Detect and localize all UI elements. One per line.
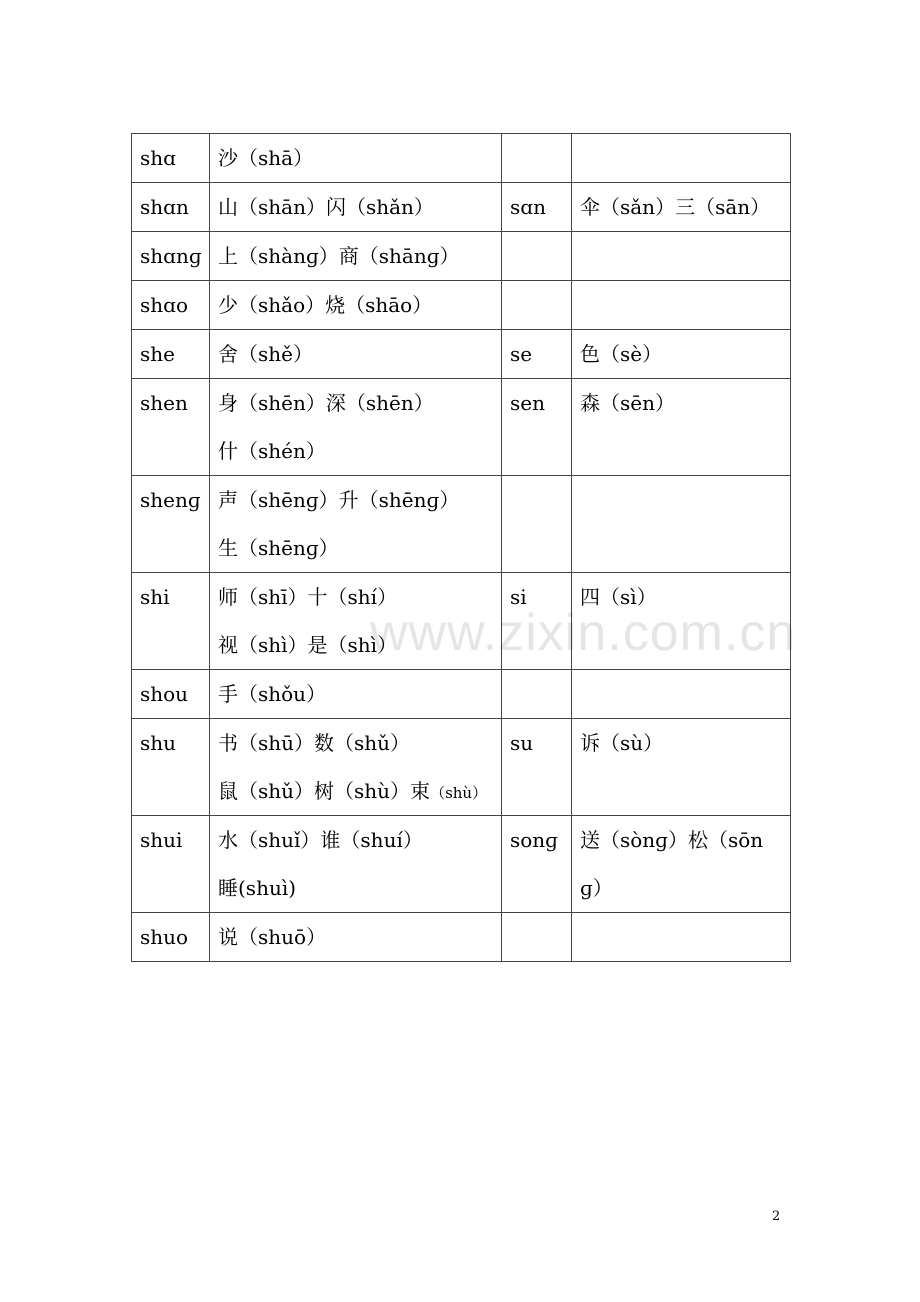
table-row — [132, 281, 791, 330]
table-row — [132, 719, 791, 816]
pinyin-table — [131, 133, 791, 962]
pinyin-cell: sonɡ — [502, 816, 572, 913]
pinyin-cell: shou — [132, 670, 210, 719]
pinyin-cell: shɑo — [132, 281, 210, 330]
example-cell: 说（shuō） — [210, 913, 502, 962]
table-row — [132, 183, 791, 232]
pinyin-cell: shenɡ — [132, 476, 210, 573]
example-cell — [572, 913, 791, 962]
example-cell — [572, 670, 791, 719]
table-row — [132, 476, 791, 573]
pinyin-cell: she — [132, 330, 210, 379]
example-cell: 伞（sǎn）三（sān） — [572, 183, 791, 232]
pinyin-cell — [502, 232, 572, 281]
example-cell: 舍（shě） — [210, 330, 502, 379]
pinyin-cell: shɑ — [132, 134, 210, 183]
example-cell — [572, 134, 791, 183]
table-row — [132, 573, 791, 670]
pinyin-cell: se — [502, 330, 572, 379]
example-cell: 水（shuǐ）谁（shuí） 睡(shuì) — [210, 816, 502, 913]
pinyin-cell — [502, 670, 572, 719]
pinyin-cell: shui — [132, 816, 210, 913]
table-row — [132, 816, 791, 913]
table-row — [132, 379, 791, 476]
example-cell: 诉（sù） — [572, 719, 791, 816]
example-cell: 身（shēn）深（shēn） 什（shén） — [210, 379, 502, 476]
table-row — [132, 670, 791, 719]
pinyin-cell — [502, 913, 572, 962]
example-cell: 手（shǒu） — [210, 670, 502, 719]
example-cell — [572, 232, 791, 281]
example-cell: 少（shǎo）烧（shāo） — [210, 281, 502, 330]
pinyin-cell: shɑn — [132, 183, 210, 232]
pinyin-cell: shuo — [132, 913, 210, 962]
pinyin-cell — [502, 281, 572, 330]
pinyin-cell — [502, 476, 572, 573]
pinyin-cell: sen — [502, 379, 572, 476]
watermark: www.zixin.com.cn — [370, 604, 797, 662]
example-cell: 色（sè） — [572, 330, 791, 379]
table-row — [132, 134, 791, 183]
pinyin-cell: shi — [132, 573, 210, 670]
table-row — [132, 330, 791, 379]
example-text-small: （shù） — [430, 784, 488, 802]
table-row — [132, 232, 791, 281]
pinyin-cell: si — [502, 573, 572, 670]
example-cell: 上（shànɡ）商（shānɡ） — [210, 232, 502, 281]
example-cell: 师（shī）十（shí） 视（shì）是（shì） — [210, 573, 502, 670]
example-cell: 山（shān）闪（shǎn） — [210, 183, 502, 232]
example-cell: 沙（shā） — [210, 134, 502, 183]
page-number: 2 — [772, 1209, 781, 1224]
example-cell: 四（sì） — [572, 573, 791, 670]
pinyin-cell: sɑn — [502, 183, 572, 232]
example-cell — [572, 281, 791, 330]
pinyin-cell: shen — [132, 379, 210, 476]
example-cell: 书（shū）数（shǔ） 鼠（shǔ）树（shù）束（shù） — [210, 719, 502, 816]
example-text: 鼠（shǔ）树（shù）束 — [218, 779, 431, 803]
pinyin-cell — [502, 134, 572, 183]
pinyin-cell: shu — [132, 719, 210, 816]
table-row — [132, 913, 791, 962]
pinyin-cell: su — [502, 719, 572, 816]
example-cell: 森（sēn） — [572, 379, 791, 476]
example-cell: 声（shēnɡ）升（shēnɡ） 生（shēnɡ） — [210, 476, 502, 573]
pinyin-cell: shɑnɡ — [132, 232, 210, 281]
example-cell: 送（sònɡ）松（sōn ɡ） — [572, 816, 791, 913]
example-cell — [572, 476, 791, 573]
